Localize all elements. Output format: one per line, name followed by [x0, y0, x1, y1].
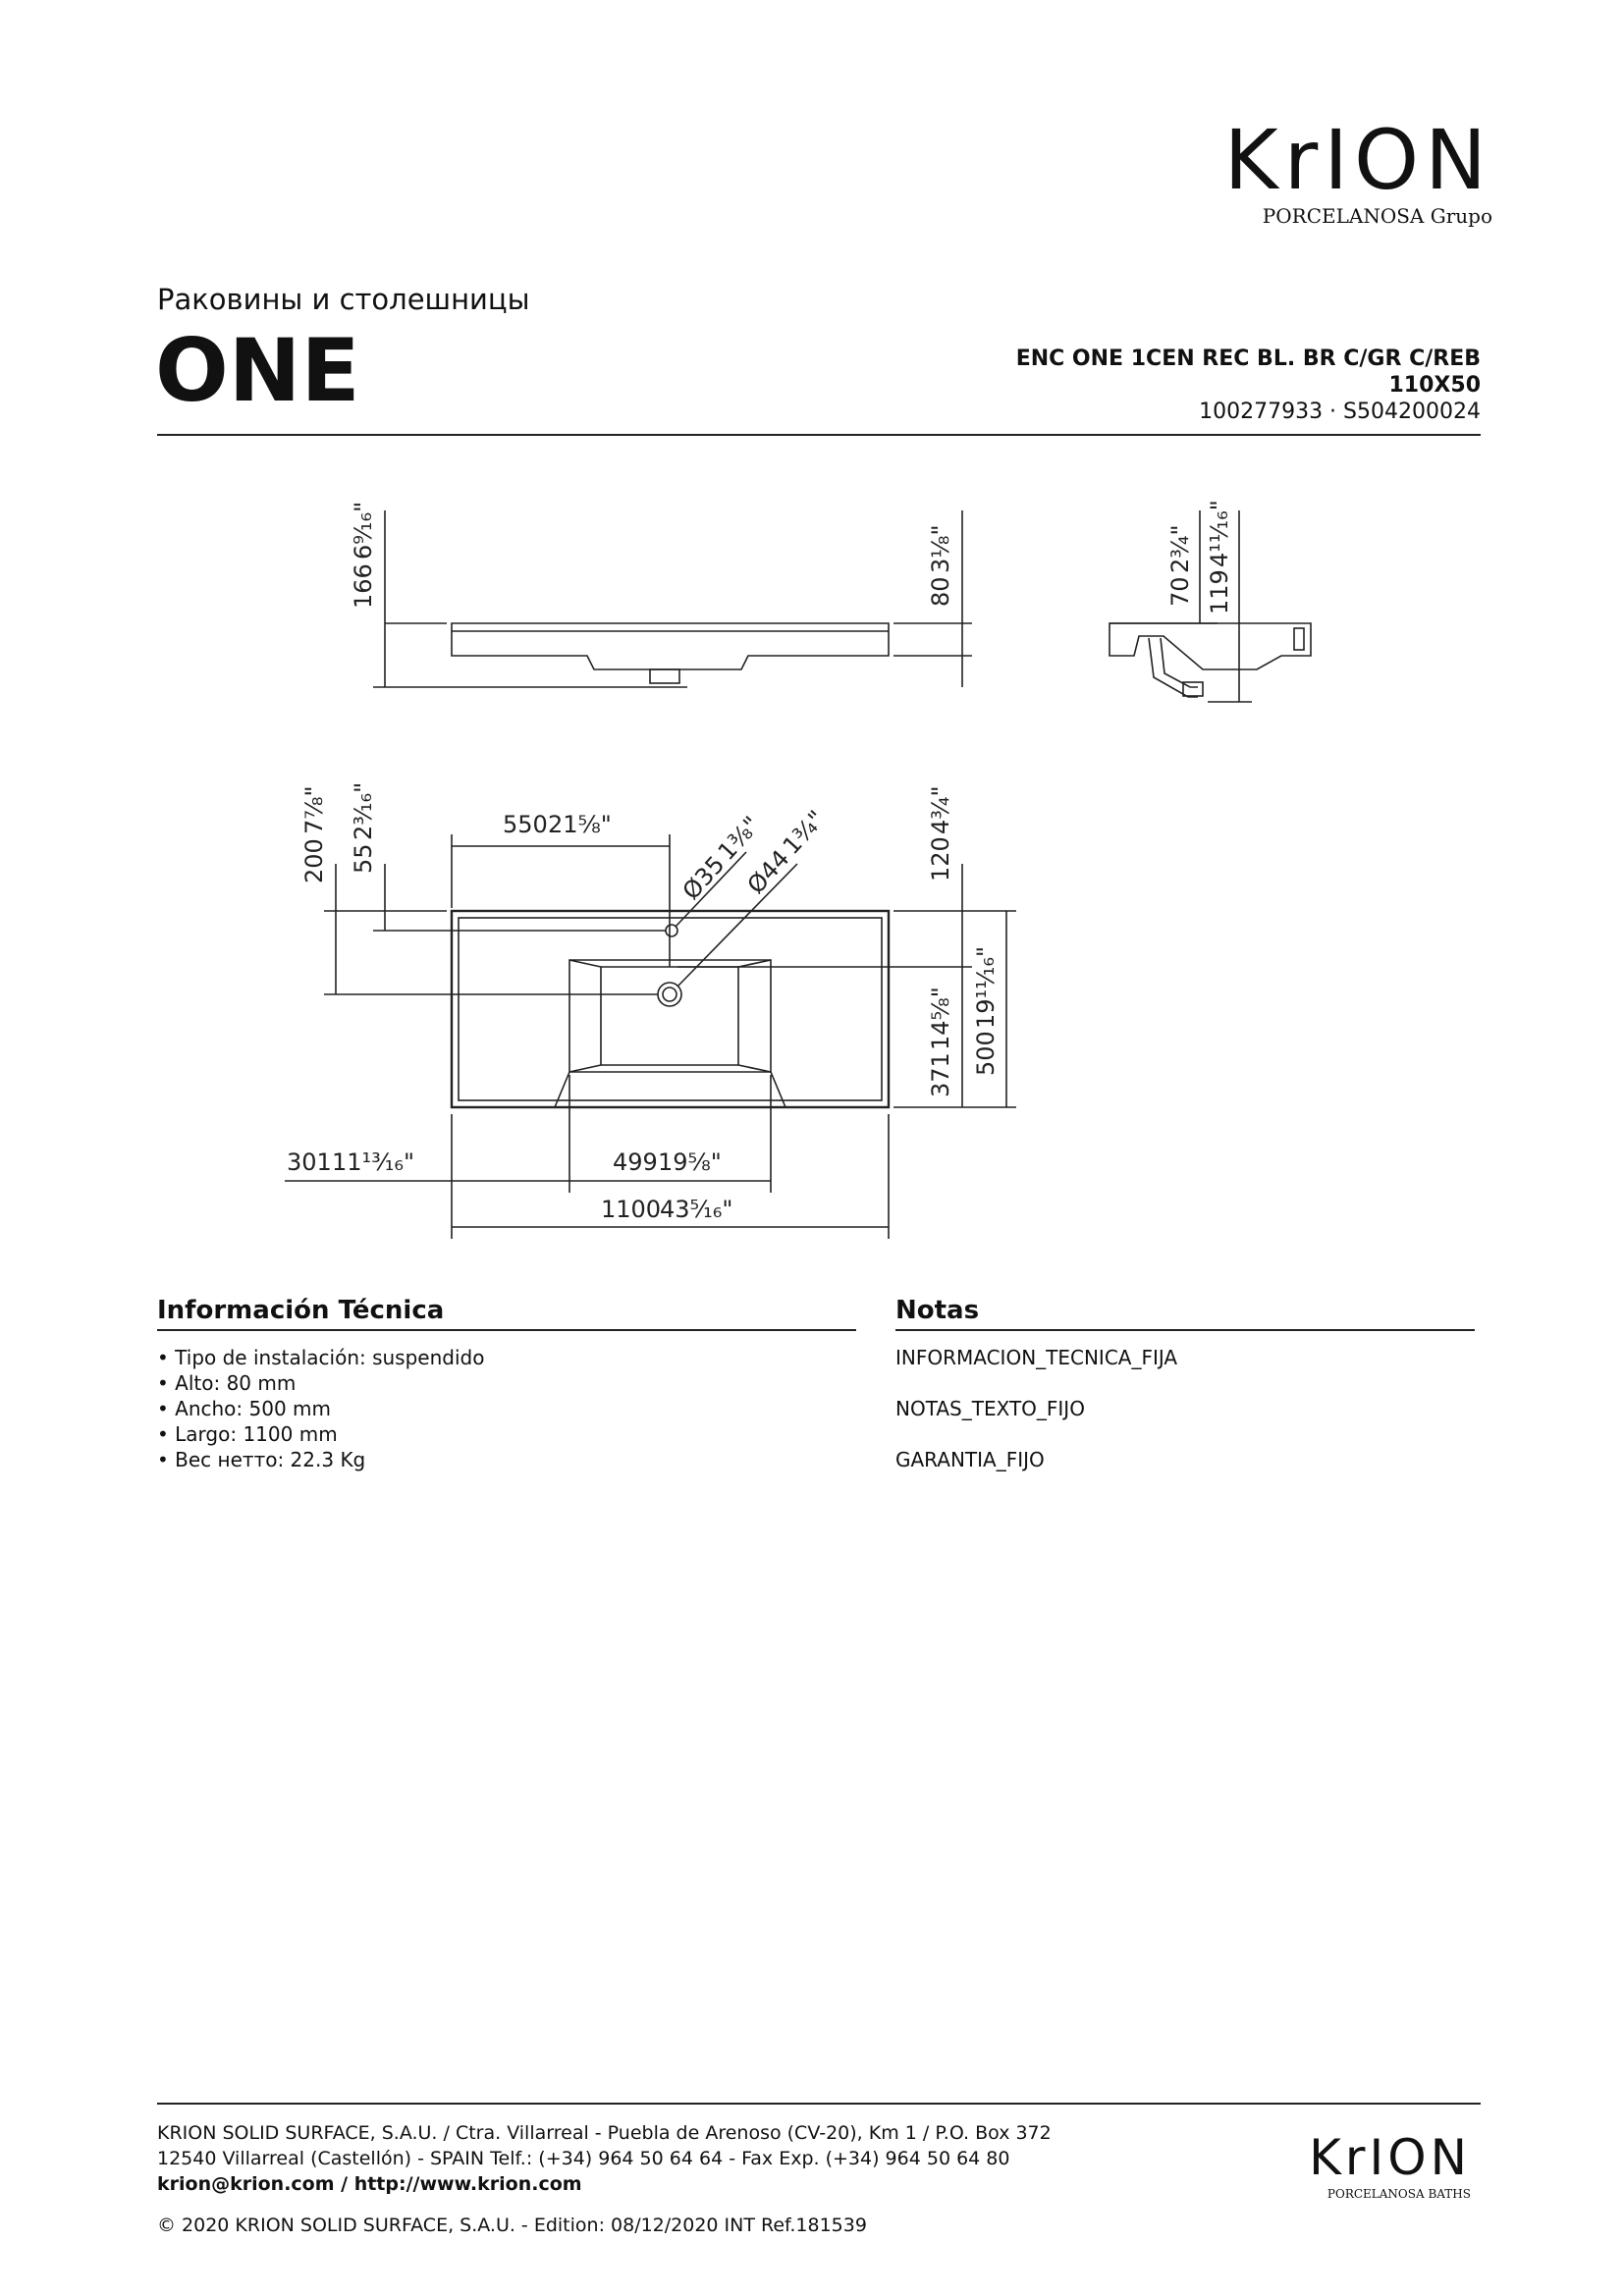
dim-371-in: 14⅝": [927, 987, 954, 1050]
dim-500-in: 19¹¹⁄₁₆": [972, 945, 1000, 1029]
footer-copyright: © 2020 KRION SOLID SURFACE, S.A.U. - Edition: 08/12/2020 INT Ref.181539: [157, 2215, 867, 2236]
tech-info-list: [157, 1345, 856, 1472]
dim-d35: Ø35: [677, 850, 731, 906]
notes-divider: [895, 1329, 1475, 1331]
list-item: • Largo: 1100 mm: [157, 1421, 856, 1447]
dim-d35-in: 1⅜": [712, 811, 766, 866]
tech-info-divider: [157, 1329, 856, 1331]
dim-371: 371: [927, 1052, 954, 1097]
dim-55: 55: [350, 843, 377, 874]
footer-divider: [157, 2103, 1481, 2105]
footer-logo-wordmark: KrION: [1309, 2129, 1471, 2186]
dim-550-in: 21⅝": [548, 811, 612, 838]
tech-info-section: [157, 1294, 856, 1472]
footer-logo: [1294, 2130, 1471, 2209]
list-item: • Tipo de instalación: suspendido: [157, 1345, 856, 1370]
model-line-2: 110X50: [1388, 373, 1481, 398]
dim-120-in: 4¾": [927, 785, 954, 834]
front-elevation: [373, 510, 972, 687]
notes-heading: Notas: [895, 1296, 980, 1325]
notes-section: [895, 1294, 1475, 1498]
logo-subtext: PORCELANOSA Grupo: [1262, 204, 1492, 228]
list-item: • Ancho: 500 mm: [157, 1396, 856, 1421]
dim-120: 120: [927, 836, 954, 881]
dim-500: 500: [972, 1031, 1000, 1076]
dim-d44: Ø44: [741, 844, 795, 900]
dim-70: 70: [1166, 576, 1194, 607]
tech-info-heading: Información Técnica: [157, 1296, 445, 1325]
dim-70-in: 2¾": [1166, 524, 1194, 573]
dim-55-in: 2³⁄₁₆": [350, 781, 377, 840]
dim-80: 80: [927, 576, 954, 607]
list-item: • Вес нетто: 22.3 Kg: [157, 1447, 856, 1472]
product-codes: 100277933 · S504200024: [1199, 400, 1481, 424]
dim-166: 166: [350, 563, 377, 609]
dim-119: 119: [1206, 569, 1233, 614]
dim-119-in: 4¹¹⁄₁₆": [1206, 500, 1233, 567]
dim-301: 301: [287, 1148, 332, 1176]
footer-address-line-2: 12540 Villarreal (Castellón) - SPAIN Telf.: (+34) 964 50 64 64 - Fax Exp. (+34) 964 50 64 80: [157, 2148, 1010, 2169]
model-line-1: ENC ONE 1CEN REC BL. BR C/GR C/REB: [1015, 347, 1481, 371]
dim-200: 200: [300, 838, 328, 883]
dim-1100-in: 43⁵⁄₁₆": [660, 1196, 733, 1223]
category-title: Раковины и столешницы: [157, 283, 530, 316]
note-line-2: NOTAS_TEXTO_FIJO: [895, 1397, 1085, 1420]
footer-address-line-1: KRION SOLID SURFACE, S.A.U. / Ctra. Villarreal - Puebla de Arenoso (CV-20), Km 1 / P.O. Box 372: [157, 2122, 1052, 2144]
top-view: [285, 834, 1016, 1239]
dim-499: 499: [613, 1148, 658, 1176]
dim-200-in: 7⅞": [300, 785, 328, 834]
footer-logo-subtext: PORCELANOSA BATHS: [1326, 2187, 1471, 2201]
dim-550: 550: [503, 811, 548, 838]
list-item: • Alto: 80 mm: [157, 1370, 856, 1396]
note-line-1: INFORMACION_TECNICA_FIJA: [895, 1346, 1178, 1369]
dim-d44-in: 1¾": [777, 805, 831, 860]
dim-499-in: 19⅝": [658, 1148, 722, 1176]
note-line-3: GARANTIA_FIJO: [895, 1448, 1045, 1471]
dim-301-in: 11¹³⁄₁₆": [332, 1148, 415, 1176]
footer-contact[interactable]: krion@krion.com / http://www.krion.com: [157, 2173, 582, 2195]
logo-wordmark: KrION: [1223, 112, 1492, 208]
product-name: ONE: [155, 320, 360, 421]
footer-address: [157, 2120, 1052, 2197]
dim-80-in: 3⅛": [927, 524, 954, 573]
dim-166-in: 6⁹⁄₁₆": [350, 501, 377, 560]
dim-1100: 1100: [601, 1196, 662, 1223]
